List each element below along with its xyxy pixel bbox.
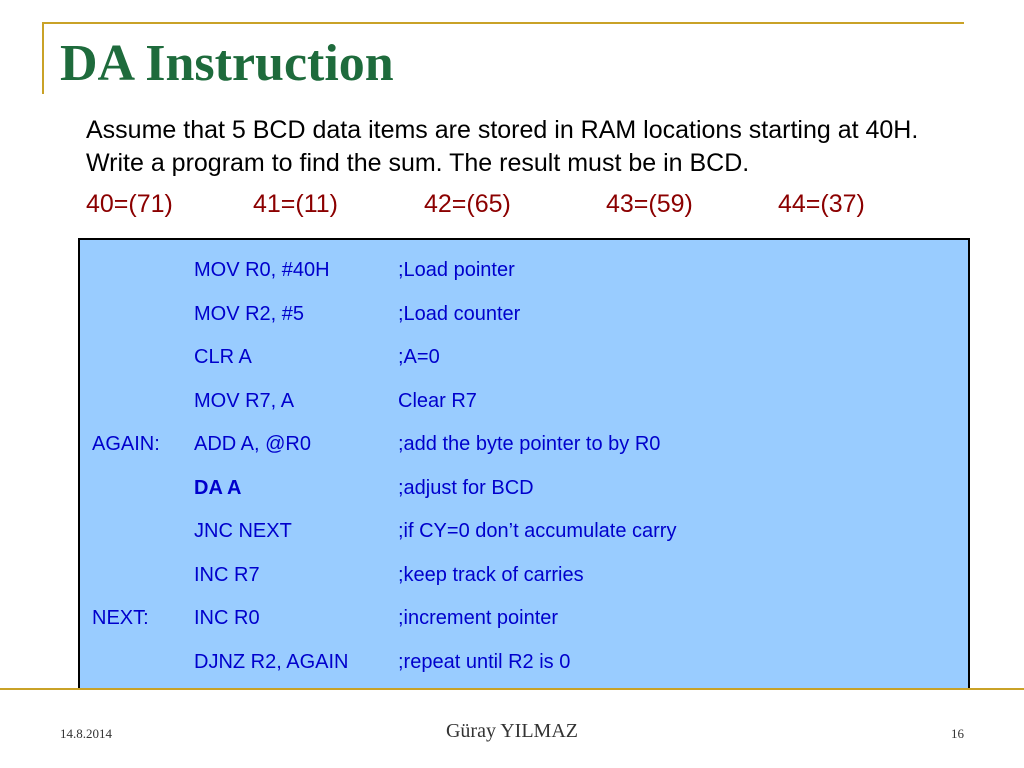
problem-statement: Assume that 5 BCD data items are stored in RAM locations starting at 40H. Write a program to find the sum. The result must be in BCD. [86, 116, 919, 177]
code-instruction: INC R0 [194, 607, 260, 629]
code-instruction: MOV R2, #5 [194, 303, 305, 325]
ram-value-40: 40=(71) [86, 190, 173, 218]
frame-top-line [42, 22, 964, 24]
code-instruction: ADD A, @R0 [194, 433, 312, 455]
code-line [80, 433, 968, 463]
code-comment: ;Load pointer [398, 259, 515, 281]
code-listing [78, 238, 970, 690]
code-line [80, 651, 968, 681]
footer-date: 14.8.2014 [60, 726, 112, 741]
code-instruction: MOV R0, #40H [194, 259, 330, 281]
code-comment: ;increment pointer [398, 607, 559, 629]
code-comment: ;repeat until R2 is 0 [398, 651, 571, 673]
footer-divider [0, 688, 1024, 690]
code-comment: ;Load counter [398, 303, 521, 325]
code-instruction: INC R7 [194, 564, 260, 586]
code-comment: ;keep track of carries [398, 564, 584, 586]
code-line [80, 390, 968, 420]
code-comment: ;adjust for BCD [398, 477, 534, 499]
code-instruction: DJNZ R2, AGAIN [194, 651, 349, 673]
code-line [80, 346, 968, 376]
code-line [80, 564, 968, 594]
code-instruction: JNC NEXT [194, 520, 292, 542]
ram-value-44: 44=(37) [778, 190, 865, 218]
code-line [80, 607, 968, 637]
ram-data-values [86, 190, 946, 222]
page-number: 16 [951, 726, 964, 741]
code-line [80, 477, 968, 507]
code-comment: Clear R7 [398, 390, 477, 412]
code-label: NEXT: [92, 607, 149, 629]
code-instruction: DA A [194, 477, 242, 499]
frame-vertical-line [42, 22, 44, 94]
code-instruction: MOV R7, A [194, 390, 295, 412]
code-line [80, 303, 968, 333]
code-line [80, 520, 968, 550]
footer-author: Güray YILMAZ [445, 720, 578, 742]
code-line [80, 259, 968, 289]
ram-value-41: 41=(11) [253, 190, 339, 218]
code-instruction: CLR A [194, 346, 252, 368]
ram-value-43: 43=(59) [606, 190, 693, 218]
code-comment: ;add the byte pointer to by R0 [398, 433, 661, 455]
slide-title: DA Instruction [60, 35, 394, 92]
ram-value-42: 42=(65) [424, 190, 511, 218]
code-comment: ;if CY=0 don’t accumulate carry [398, 520, 677, 542]
code-comment: ;A=0 [398, 346, 440, 368]
code-label: AGAIN: [92, 433, 160, 455]
